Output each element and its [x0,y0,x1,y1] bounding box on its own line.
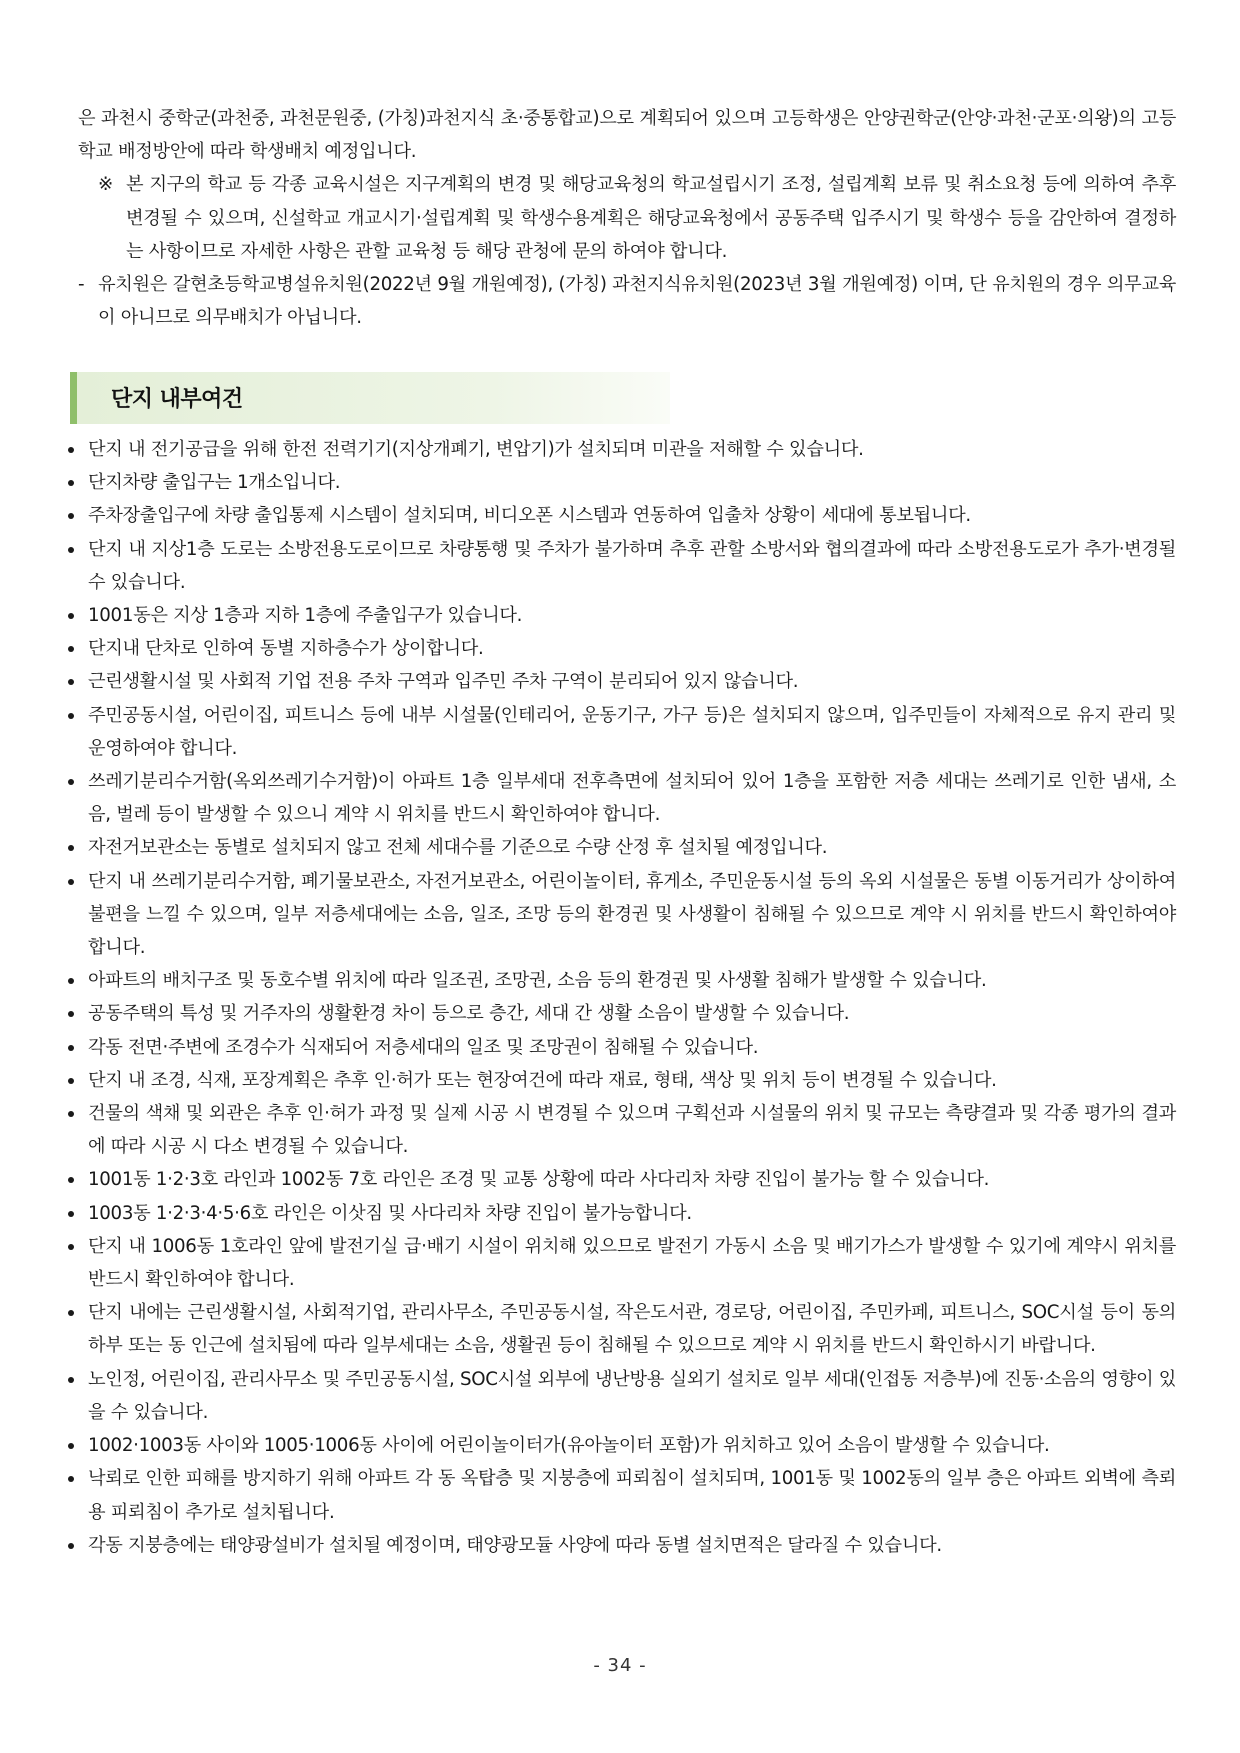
list-item [64,831,1176,864]
page-number: - 34 - [593,1655,647,1676]
bullet-icon [68,1476,74,1482]
list-item [64,1031,1176,1064]
bullet-icon [68,845,74,851]
bullet-icon [68,1045,74,1051]
bullet-icon [68,1310,74,1316]
list-item [64,1163,1176,1196]
note-paragraph [78,168,1176,268]
kindergarten-text: 유치원은 갈현초등학교병설유치원(2022년 9월 개원예정), (가칭) 과천지식유치원(2023년 3월 개원예정) 이며, 단 유치원의 경우 의무교육이 아니므로 의무배치가 아닙니다. [98,274,1176,329]
section-title: 단지 내부여건 [111,387,243,412]
list-item-text: 쓰레기분리수거함(옥외쓰레기수거함)이 아파트 1층 일부세대 전후측면에 설치되어 있어 1층을 포함한 저층 세대는 쓰레기로 인한 냄새, 소음, 벌레 등이 발생할 수 있으니 계약 시 위치를 반드시 확인하여야 합니다. [88,771,1176,826]
bullet-icon [68,613,74,619]
bullet-icon [68,679,74,685]
bullet-icon [68,1177,74,1183]
list-item-text: 단지 내 쓰레기분리수거함, 폐기물보관소, 자전거보관소, 어린이놀이터, 휴게소, 주민운동시설 등의 옥외 시설물은 동별 이동거리가 상이하여 불편을 느낄 수 있으며, 일부 저층세대에는 소음, 일조, 조망 등의 환경권 및 사생활이 침해될 수 있으므로 계약 시 위치를 반드시 확인하여야 합니다. [88,870,1176,959]
list-item [64,1429,1176,1462]
list-item-text: 단지 내 조경, 식재, 포장계획은 추후 인·허가 또는 현장여건에 따라 재료, 형태, 색상 및 위치 등이 변경될 수 있습니다. [88,1069,997,1091]
list-item [64,1097,1176,1163]
list-item [64,632,1176,665]
list-item [64,665,1176,698]
bullet-icon [68,1078,74,1084]
list-item-text: 1003동 1·2·3·4·5·6호 라인은 이삿짐 및 사다리차 차량 진입이 불가능합니다. [88,1202,692,1224]
list-item [64,1064,1176,1097]
list-item-text: 1002·1003동 사이와 1005·1006동 사이에 어린이놀이터가(유아놀이터 포함)가 위치하고 있어 소음이 발생할 수 있습니다. [88,1435,1050,1457]
bullet-icon [68,646,74,652]
bullet-icon [68,447,74,453]
list-item-text: 단지차량 출입구는 1개소입니다. [88,472,341,494]
list-item [64,964,1176,997]
list-item-text: 공동주택의 특성 및 거주자의 생활환경 차이 등으로 층간, 세대 간 생활 소음이 발생할 수 있습니다. [88,1003,850,1025]
bullet-icon [68,513,74,519]
list-item [64,865,1176,965]
list-item [64,997,1176,1030]
list-item-text: 낙뢰로 인한 피해를 방지하기 위해 아파트 각 동 옥탑층 및 지붕층에 피뢰침이 설치되며, 1001동 및 1002동의 일부 층은 아파트 외벽에 측뢰용 피뢰침이 추가로 설치됩니다. [88,1468,1176,1523]
list-item [64,765,1176,831]
bullet-icon [68,1543,74,1549]
bullet-icon [68,713,74,719]
bullet-icon [68,1443,74,1449]
list-item [64,433,1176,466]
reference-mark: ※ [98,174,113,196]
list-item-text: 단지 내 전기공급을 위해 한전 전력기기(지상개폐기, 변압기)가 설치되며 미관을 저해할 수 있습니다. [88,439,864,460]
list-item [64,599,1176,632]
list-item [64,1529,1176,1562]
bullet-icon [68,1011,74,1017]
list-item [64,533,1176,599]
list-item [64,1363,1176,1429]
list-item-text: 건물의 색채 및 외관은 추후 인·허가 과정 및 실제 시공 시 변경될 수 있으며 구획선과 시설물의 위치 및 규모는 측량결과 및 각종 평가의 결과에 따라 시공 시 다소 변경될 수 있습니다. [88,1103,1176,1158]
list-item-text: 1001동은 지상 1층과 지하 1층에 주출입구가 있습니다. [88,605,523,627]
list-item-text: 단지 내 지상1층 도로는 소방전용도로이므로 차량통행 및 주차가 불가하며 추후 관할 소방서와 협의결과에 따라 소방전용도로가 추가·변경될 수 있습니다. [88,538,1176,593]
bullet-icon [68,1211,74,1217]
list-item [64,1296,1176,1362]
list-item-text: 단지 내에는 근린생활시설, 사회적기업, 관리사무소, 주민공동시설, 작은도서관, 경로당, 어린이집, 주민카페, 피트니스, SOC시설 등이 동의 하부 또는 동 인근에 설치됨에 따라 일부세대는 소음, 생활권 등이 침해될 수 있으므로 계약 시 위치를 반드시 확인하시기 바랍니다. [88,1302,1176,1357]
list-item-text: 1001동 1·2·3호 라인과 1002동 7호 라인은 조경 및 교통 상황에 따라 사다리차 차량 진입이 불가능 할 수 있습니다. [88,1169,990,1191]
list-item [64,499,1176,532]
list-item-text: 주차장출입구에 차량 출입통제 시스템이 설치되며, 비디오폰 시스템과 연동하여 입출차 상황이 세대에 통보됩니다. [88,505,971,527]
bullet-icon [68,978,74,984]
intro-block [78,102,1176,334]
dash-mark: - [78,274,85,296]
bullet-icon [68,1244,74,1250]
list-item [64,466,1176,499]
list-item-text: 단지내 단차로 인하여 동별 지하층수가 상이합니다. [88,638,484,660]
list-item-text: 각동 전면·주변에 조경수가 식재되어 저층세대의 일조 및 조망권이 침해될 수 있습니다. [88,1036,759,1058]
list-item-text: 근린생활시설 및 사회적 기업 전용 주차 구역과 입주민 주차 구역이 분리되어 있지 않습니다. [88,671,799,693]
list-item [64,1230,1176,1296]
list-item [64,699,1176,765]
list-item-text: 자전거보관소는 동별로 설치되지 않고 전체 세대수를 기준으로 수량 산정 후 설치될 예정입니다. [88,837,828,859]
list-item [64,1462,1176,1528]
list-item [64,1197,1176,1230]
kindergarten-paragraph [78,268,1176,334]
bullet-list [64,433,1176,1562]
bullet-icon [68,480,74,486]
list-item-text: 각동 지붕층에는 태양광설비가 설치될 예정이며, 태양광모듈 사양에 따라 동별 설치면적은 달라질 수 있습니다. [88,1534,942,1556]
bullet-icon [68,879,74,885]
list-item-text: 노인정, 어린이집, 관리사무소 및 주민공동시설, SOC시설 외부에 냉난방용 실외기 설치로 일부 세대(인접동 저층부)에 진동·소음의 영향이 있을 수 있습니다. [88,1368,1176,1423]
list-item-text: 주민공동시설, 어린이집, 피트니스 등에 내부 시설물(인테리어, 운동기구, 가구 등)은 설치되지 않으며, 입주민들이 자체적으로 유지 관리 및 운영하여야 합니다. [88,704,1176,759]
bullet-icon [68,1111,74,1117]
list-item-text: 아파트의 배치구조 및 동호수별 위치에 따라 일조권, 조망권, 소음 등의 환경권 및 사생활 침해가 발생할 수 있습니다. [88,970,987,992]
bullet-icon [68,547,74,553]
note-text: 본 지구의 학교 등 각종 교육시설은 지구계획의 변경 및 해당교육청의 학교설립시기 조정, 설립계획 보류 및 취소요청 등에 의하여 추후 변경될 수 있으며, 신설학교 개교시기·설립계획 및 학생수용계획은 해당교육청에서 공동주택 입주시기 및 학생수 등을 감안하여 결정하는 사항이므로 자세한 사항은 관할 교육청 등 해당 관청에 문의 하여야 합니다. [126,174,1176,262]
bullet-icon [68,779,74,785]
list-item-text: 단지 내 1006동 1호라인 앞에 발전기실 급·배기 시설이 위치해 있으므로 발전기 가동시 소음 및 배기가스가 발생할 수 있기에 계약시 위치를 반드시 확인하여야 합니다. [88,1235,1176,1291]
intro-paragraph: 은 과천시 중학군(과천중, 과천문원중, (가칭)과천지식 초·중통합교)으로 계획되어 있으며 고등학생은 안양권학군(안양·과천·군포·의왕)의 고등학교 배정방안에 따라 학생배치 예정입니다. [78,108,1176,163]
bullet-icon [68,1377,74,1383]
section-heading [70,372,670,424]
